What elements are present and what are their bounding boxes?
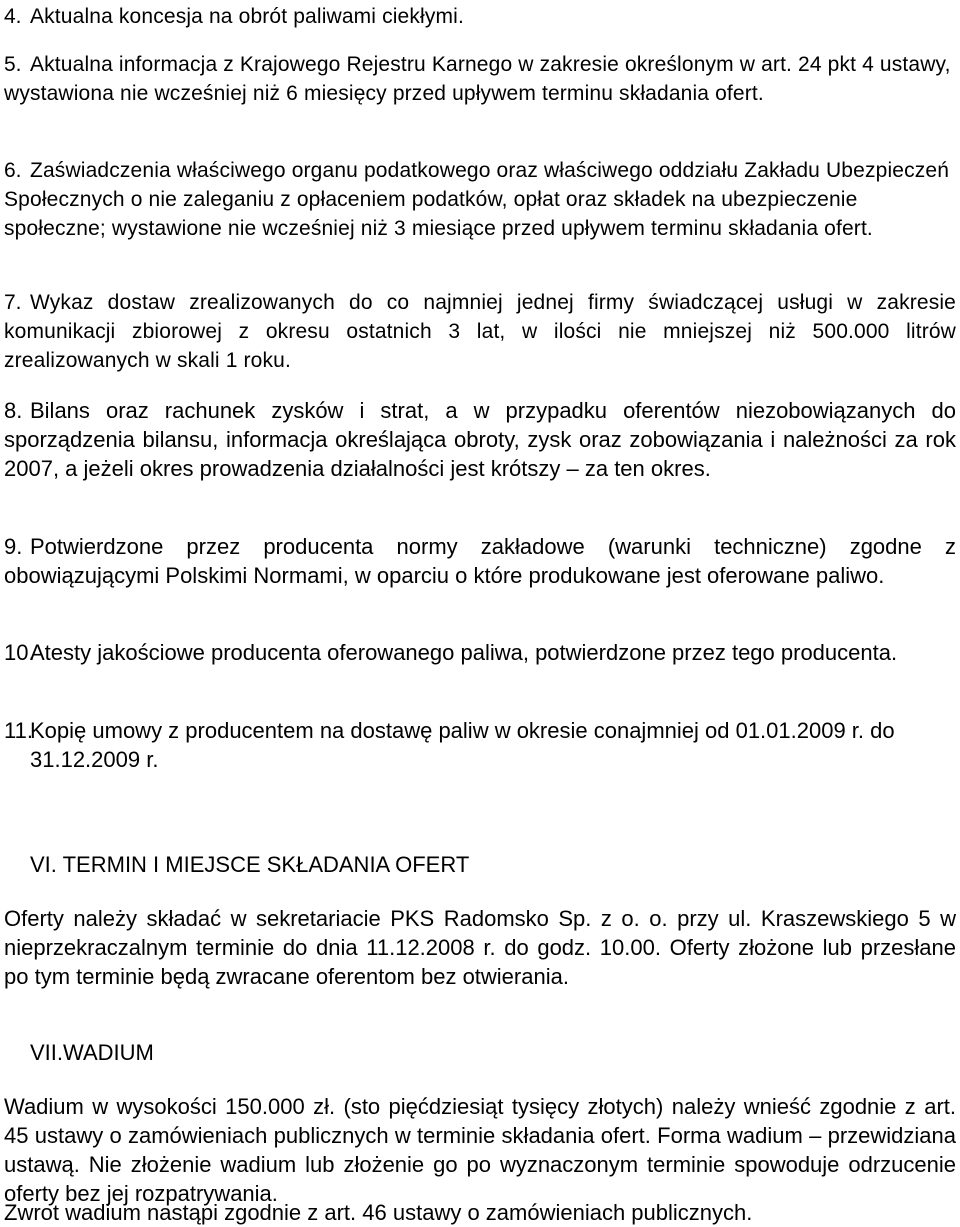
section-vii-body: Wadium w wysokości 150.000 zł. (sto pięćdziesiąt tysięcy złotych) należy wnieść zgodnie z art. 45 ustawy o zamówieniach publicznych w terminie składania ofert. Forma wadium – przewidziana ustawą. Nie złożenie wadium lub złożenie go po wyznaczonym terminie spowoduje odrzucenie oferty bez jej rozpatrywania.: [4, 1094, 956, 1206]
list-text: Aktualna informacja z Krajowego Rejestru Karnego w zakresie określonym w art. 24 pkt 4 ustawy, wystawiona nie wcześniej niż 6 miesięcy przed upływem terminu składania ofert.: [4, 53, 951, 105]
list-number: 10.: [4, 640, 35, 665]
list-item-6: [4, 156, 956, 243]
list-item-7: [4, 288, 956, 375]
list-item-8: [4, 396, 956, 483]
list-text: Atesty jakościowe producenta oferowanego paliwa, potwierdzone przez tego producenta.: [30, 640, 898, 665]
list-number: 4.: [4, 5, 22, 28]
list-item-10: [4, 638, 956, 667]
list-number: 11.: [4, 718, 33, 743]
list-text: Wykaz dostaw zrealizowanych do co najmniej jednej firmy świadczącej usługi w zakresie komunikacji zbiorowej z okresu ostatnich 3 lat, w ilości nie mniejszej niż 500.000 litrów zrealizowanych w skali 1 roku.: [4, 291, 956, 372]
list-number: 7.: [4, 291, 22, 314]
list-number: 9.: [4, 534, 23, 559]
section-vi-body: Oferty należy składać w sekretariacie PKS Radomsko Sp. z o. o. przy ul. Kraszewskiego 5 w nieprzekraczalnym terminie do dnia 11.12.2008 r. do godz. 10.00. Oferty złożone lub przesłane po tym terminie będą zwracane oferentom bez otwierania.: [4, 906, 956, 989]
list-number: 5.: [4, 53, 22, 76]
list-text: Bilans oraz rachunek zysków i strat, a w przypadku oferentów niezobowiązanych do sporządzenia bilansu, informacja określająca obroty, zysk oraz zobowiązania i należności za rok 2007, a jeżeli okres prowadzenia działalności jest krótszy – za ten okres.: [4, 398, 956, 481]
list-number: 8.: [4, 398, 23, 423]
list-text: Potwierdzone przez producenta normy zakładowe (warunki techniczne) zgodne z obowiązującymi Polskimi Normami, w oparciu o które produkowane jest oferowane paliwo.: [4, 534, 956, 588]
list-text: Aktualna koncesja na obrót paliwami ciekłymi.: [30, 5, 464, 28]
list-number: 6.: [4, 159, 22, 182]
section-vii-body-2: Zwrot wadium nastąpi zgodnie z art. 46 ustawy o zamówieniach publicznych.: [4, 1200, 753, 1225]
list-item-11: [4, 716, 956, 774]
list-item-5: [4, 50, 956, 108]
section-vi-heading: VI. TERMIN I MIEJSCE SKŁADANIA OFERT: [30, 852, 470, 877]
list-text: Zaświadczenia właściwego organu podatkowego oraz właściwego oddziału Zakładu Ubezpieczeń Społecznych o nie zaleganiu z opłaceniem podatków, opłat oraz składek na ubezpieczenie społeczne; wystawione nie wcześniej niż 3 miesiące przed upływem terminu składania ofert.: [4, 159, 950, 240]
list-text: Kopię umowy z producentem na dostawę paliw w okresie conajmniej od 01.01.2009 r. do 31.12.2009 r.: [30, 718, 895, 772]
list-item-9: [4, 532, 956, 590]
list-item-4: [4, 2, 956, 31]
section-vii-heading: VII.WADIUM: [30, 1040, 154, 1065]
